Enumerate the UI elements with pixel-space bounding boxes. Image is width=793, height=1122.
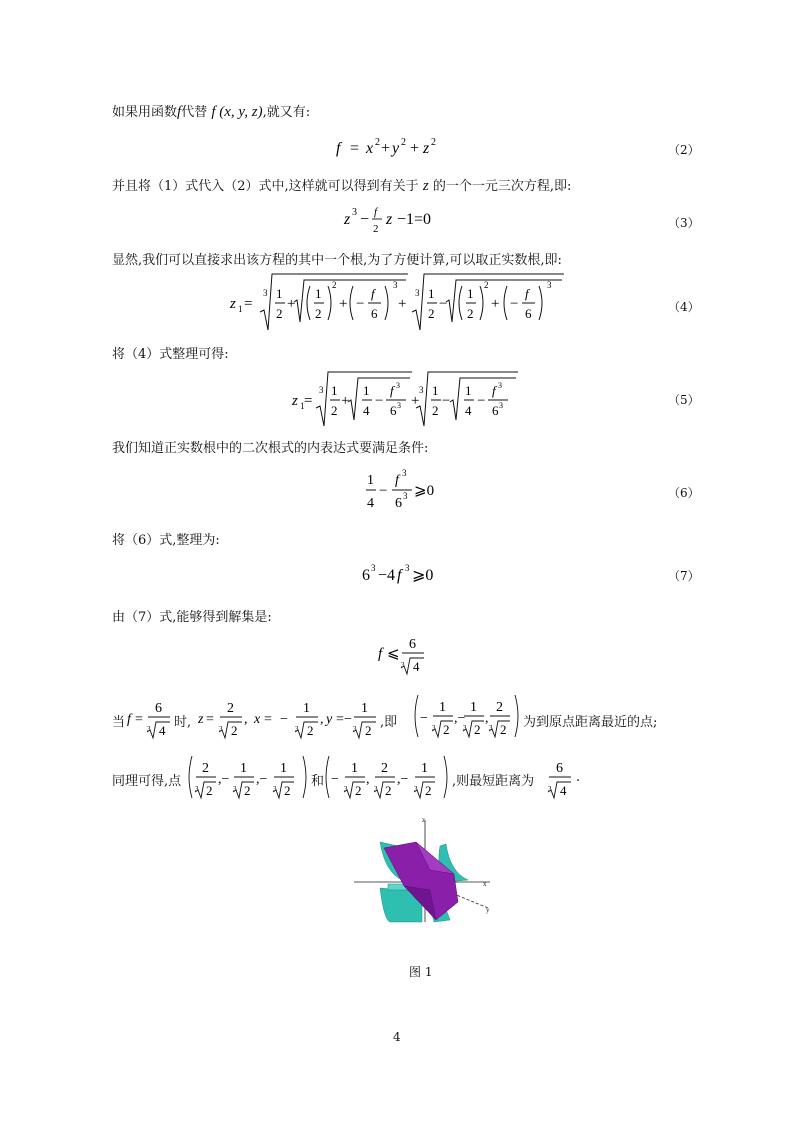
svg-text:6: 6 bbox=[409, 637, 416, 652]
svg-text:−: − bbox=[477, 393, 486, 409]
svg-text:2: 2 bbox=[373, 223, 379, 235]
svg-text:3: 3 bbox=[273, 785, 277, 793]
equation-5 bbox=[290, 368, 530, 430]
svg-text:4: 4 bbox=[367, 496, 374, 511]
axis-label-y: y bbox=[486, 906, 490, 914]
svg-text:,−: ,− bbox=[218, 772, 230, 787]
svg-text:3: 3 bbox=[402, 468, 407, 478]
svg-text:1: 1 bbox=[351, 761, 358, 776]
svg-text:−: − bbox=[420, 711, 428, 726]
svg-text:3: 3 bbox=[319, 385, 324, 395]
svg-text:,: , bbox=[485, 711, 489, 726]
svg-text:=: = bbox=[244, 296, 253, 312]
svg-text:2: 2 bbox=[496, 700, 503, 715]
root-sentence: 显然,我们可以直接求出该方程的其中一个根,为了方便计算,可以取正实数根,即: bbox=[112, 253, 562, 268]
svg-text:1: 1 bbox=[428, 286, 435, 301]
svg-text:=: = bbox=[206, 712, 214, 727]
equation-2 bbox=[330, 133, 470, 163]
svg-text:f: f bbox=[374, 206, 378, 218]
svg-text:,−: ,− bbox=[454, 711, 466, 726]
svg-text:6: 6 bbox=[155, 701, 162, 716]
svg-text:2: 2 bbox=[467, 306, 474, 321]
svg-text:+: + bbox=[491, 296, 500, 312]
svg-text:4: 4 bbox=[560, 783, 567, 798]
svg-text:f: f bbox=[525, 286, 529, 301]
svg-text:+: + bbox=[341, 393, 350, 409]
svg-text:z: z bbox=[386, 211, 393, 228]
axis-label-x: x bbox=[483, 880, 487, 888]
svg-text:2: 2 bbox=[315, 306, 322, 321]
svg-text:=: = bbox=[264, 712, 272, 727]
svg-text:y: y bbox=[392, 140, 400, 157]
svg-text:−: − bbox=[439, 296, 448, 312]
when-text-a: 当 bbox=[112, 715, 126, 730]
page-number: 4 bbox=[393, 1030, 401, 1044]
svg-text:,: , bbox=[320, 712, 324, 727]
solution-set-formula bbox=[374, 630, 434, 676]
svg-text:2: 2 bbox=[332, 280, 337, 290]
condition-sentence: 我们知道正实数根中的二次根式的内表达式要满足条件: bbox=[112, 441, 429, 456]
svg-text:2: 2 bbox=[231, 723, 238, 738]
svg-text:−: − bbox=[331, 772, 339, 787]
svg-text:1: 1 bbox=[363, 383, 370, 398]
svg-text:3: 3 bbox=[397, 401, 401, 410]
substitution-text-a: 并且将（1）式代入（2）式中,这样就可以得到有关于 bbox=[112, 179, 419, 194]
svg-text:z: z bbox=[344, 211, 351, 228]
svg-text:f: f bbox=[395, 473, 399, 488]
svg-text:2: 2 bbox=[202, 761, 209, 776]
svg-text:2: 2 bbox=[474, 722, 481, 737]
svg-text:2: 2 bbox=[484, 280, 489, 290]
equation-number-4: （4） bbox=[668, 300, 700, 314]
svg-text:3: 3 bbox=[219, 725, 223, 733]
svg-text:1: 1 bbox=[367, 473, 374, 488]
svg-text:3: 3 bbox=[393, 280, 398, 290]
svg-text:2: 2 bbox=[244, 783, 251, 798]
equation-number-3: （3） bbox=[668, 216, 700, 230]
svg-text:f: f bbox=[127, 712, 131, 727]
svg-text:3: 3 bbox=[463, 724, 467, 732]
svg-text:+: + bbox=[339, 296, 348, 312]
svg-text:2: 2 bbox=[500, 722, 507, 737]
svg-text:2: 2 bbox=[331, 403, 338, 418]
svg-text:+: + bbox=[381, 140, 391, 157]
substitution-sentence bbox=[112, 175, 571, 195]
svg-text:2: 2 bbox=[355, 783, 362, 798]
svg-text:2: 2 bbox=[365, 723, 372, 738]
svg-text:1: 1 bbox=[300, 401, 305, 411]
intro-text-c: ,就又有: bbox=[262, 105, 311, 120]
svg-text:6: 6 bbox=[371, 306, 378, 321]
svg-text:−: − bbox=[360, 211, 370, 228]
svg-text:f: f bbox=[378, 646, 383, 662]
equation-4 bbox=[228, 272, 568, 334]
svg-text:z: z bbox=[292, 393, 298, 409]
svg-text:6: 6 bbox=[492, 403, 499, 418]
similar-text-c: ,则最短距离为 bbox=[452, 774, 535, 789]
svg-text:x: x bbox=[366, 140, 374, 157]
svg-text:=: = bbox=[350, 140, 360, 157]
svg-text:−: − bbox=[356, 296, 365, 312]
equation-number-7: （7） bbox=[668, 569, 700, 583]
svg-text:3: 3 bbox=[489, 724, 493, 732]
svg-text:2: 2 bbox=[431, 137, 436, 148]
svg-text:−4: −4 bbox=[378, 567, 396, 584]
svg-text:3: 3 bbox=[415, 288, 420, 298]
nearest-point-formula bbox=[412, 689, 522, 741]
svg-text:−: − bbox=[442, 393, 451, 409]
svg-text:,−: ,− bbox=[256, 772, 268, 787]
svg-text:,: , bbox=[366, 772, 370, 787]
f-value-formula bbox=[126, 692, 174, 740]
svg-text:3: 3 bbox=[352, 207, 357, 218]
svg-text:f: f bbox=[397, 567, 402, 584]
svg-text:=: = bbox=[135, 712, 143, 727]
svg-text:3: 3 bbox=[344, 785, 348, 793]
svg-text:−: − bbox=[375, 393, 384, 409]
svg-text:3: 3 bbox=[548, 785, 552, 793]
svg-text:1: 1 bbox=[276, 286, 283, 301]
svg-text:,−: ,− bbox=[397, 772, 409, 787]
simplify-sentence: 将（4）式整理可得: bbox=[112, 347, 229, 362]
equation-number-2: （2） bbox=[668, 143, 700, 157]
svg-text:3: 3 bbox=[371, 563, 376, 573]
svg-text:4: 4 bbox=[465, 403, 472, 418]
svg-text:3: 3 bbox=[195, 785, 199, 793]
svg-text:3: 3 bbox=[499, 401, 503, 410]
svg-text:+: + bbox=[410, 140, 420, 157]
svg-text:1: 1 bbox=[238, 304, 243, 314]
svg-text:3: 3 bbox=[233, 785, 237, 793]
f-variable: f bbox=[177, 104, 182, 120]
svg-text:−: − bbox=[280, 712, 288, 727]
svg-text:z: z bbox=[230, 296, 236, 312]
svg-text:2: 2 bbox=[381, 761, 388, 776]
when-text-c: ,即 bbox=[380, 715, 398, 730]
svg-text:z: z bbox=[198, 712, 204, 727]
svg-text:3: 3 bbox=[432, 724, 436, 732]
svg-text:f: f bbox=[390, 383, 394, 398]
similar-text-a: 同理可得,点 bbox=[112, 774, 182, 789]
axis-label-z: z bbox=[422, 816, 426, 824]
similar-text-d: . bbox=[576, 770, 581, 785]
svg-text:2: 2 bbox=[428, 306, 435, 321]
svg-text:3: 3 bbox=[419, 385, 424, 395]
svg-text:=: = bbox=[304, 393, 313, 409]
svg-text:6: 6 bbox=[395, 496, 402, 511]
svg-text:f: f bbox=[371, 286, 375, 301]
svg-text:2: 2 bbox=[385, 783, 392, 798]
svg-text:1: 1 bbox=[421, 761, 428, 776]
svg-text:6: 6 bbox=[362, 567, 370, 584]
svg-text:2: 2 bbox=[206, 783, 213, 798]
svg-text:2: 2 bbox=[276, 306, 283, 321]
xyz-values-formula bbox=[196, 692, 381, 740]
svg-text:=: = bbox=[336, 712, 344, 727]
arrange-sentence: 将（6）式,整理为: bbox=[112, 533, 220, 548]
svg-text:3: 3 bbox=[401, 661, 405, 669]
intro-text-b: 代替 bbox=[181, 105, 208, 120]
svg-text:1: 1 bbox=[439, 700, 446, 715]
point-two-formula bbox=[186, 750, 310, 802]
when-text-b: 时, bbox=[174, 715, 192, 730]
svg-text:+: + bbox=[398, 296, 407, 312]
svg-text:3: 3 bbox=[353, 725, 357, 733]
svg-text:⩽: ⩽ bbox=[387, 646, 400, 662]
svg-text:−: − bbox=[379, 483, 388, 499]
svg-text:1: 1 bbox=[331, 383, 338, 398]
svg-text:⩾0: ⩾0 bbox=[414, 483, 435, 499]
svg-text:6: 6 bbox=[390, 403, 397, 418]
svg-text:3: 3 bbox=[403, 491, 408, 501]
svg-text:3: 3 bbox=[147, 725, 151, 733]
intro-line bbox=[112, 101, 310, 121]
svg-text:3: 3 bbox=[374, 785, 378, 793]
svg-text:1: 1 bbox=[470, 700, 477, 715]
svg-text:4: 4 bbox=[413, 659, 420, 674]
svg-text:3: 3 bbox=[396, 381, 400, 390]
substitution-text-b: 的一个一元三次方程,即: bbox=[432, 179, 572, 194]
shortest-distance-formula bbox=[546, 752, 576, 800]
svg-text:z: z bbox=[423, 140, 430, 157]
equation-number-5: （5） bbox=[668, 393, 700, 407]
equation-7 bbox=[358, 559, 458, 589]
equation-3 bbox=[340, 200, 470, 240]
svg-text:3: 3 bbox=[405, 563, 410, 573]
svg-text:2: 2 bbox=[425, 783, 432, 798]
z-variable: z bbox=[422, 178, 429, 194]
svg-text:1: 1 bbox=[303, 701, 310, 716]
figure-caption: 图 1 bbox=[409, 965, 433, 979]
svg-text:6: 6 bbox=[556, 761, 563, 776]
svg-text:3: 3 bbox=[498, 381, 502, 390]
svg-text:+: + bbox=[411, 393, 420, 409]
figure-1-surface-plot bbox=[350, 812, 510, 932]
svg-text:3: 3 bbox=[263, 288, 268, 298]
svg-text:2: 2 bbox=[443, 722, 450, 737]
svg-text:2: 2 bbox=[227, 701, 234, 716]
svg-text:1: 1 bbox=[280, 761, 287, 776]
when-text-d: 为到原点距离最近的点; bbox=[523, 715, 658, 730]
svg-text:1: 1 bbox=[467, 286, 474, 301]
svg-text:4: 4 bbox=[159, 723, 166, 738]
intro-text-a: 如果用函数 bbox=[112, 105, 178, 120]
svg-text:2: 2 bbox=[401, 137, 406, 148]
svg-text:−: − bbox=[344, 712, 352, 727]
svg-text:f: f bbox=[492, 383, 496, 398]
f-call: f (x, y, z) bbox=[211, 104, 263, 120]
svg-text:y: y bbox=[326, 712, 333, 727]
equation-6 bbox=[362, 462, 452, 518]
svg-text:4: 4 bbox=[363, 403, 370, 418]
svg-text:−: − bbox=[510, 296, 519, 312]
similar-text-b: 和 bbox=[311, 774, 325, 789]
svg-text:−1=0: −1=0 bbox=[397, 211, 432, 228]
svg-text:x: x bbox=[254, 712, 261, 727]
solution-sentence: 由（7）式,能够得到解集是: bbox=[112, 610, 272, 625]
svg-text:2: 2 bbox=[432, 403, 439, 418]
svg-text:3: 3 bbox=[547, 280, 552, 290]
svg-text:2: 2 bbox=[375, 137, 380, 148]
svg-text:3: 3 bbox=[295, 725, 299, 733]
svg-text:6: 6 bbox=[525, 306, 532, 321]
svg-text:2: 2 bbox=[307, 723, 314, 738]
svg-text:1: 1 bbox=[465, 383, 472, 398]
svg-text:,: , bbox=[244, 712, 248, 727]
svg-text:+: + bbox=[287, 296, 296, 312]
svg-text:1: 1 bbox=[432, 383, 439, 398]
point-three-formula bbox=[323, 750, 451, 802]
equation-number-6: （6） bbox=[668, 486, 700, 500]
svg-text:3: 3 bbox=[414, 785, 418, 793]
svg-text:⩾0: ⩾0 bbox=[412, 567, 434, 584]
svg-text:f: f bbox=[336, 140, 341, 157]
svg-text:1: 1 bbox=[240, 761, 247, 776]
svg-text:1: 1 bbox=[361, 701, 368, 716]
svg-text:1: 1 bbox=[315, 286, 322, 301]
svg-text:2: 2 bbox=[284, 783, 291, 798]
